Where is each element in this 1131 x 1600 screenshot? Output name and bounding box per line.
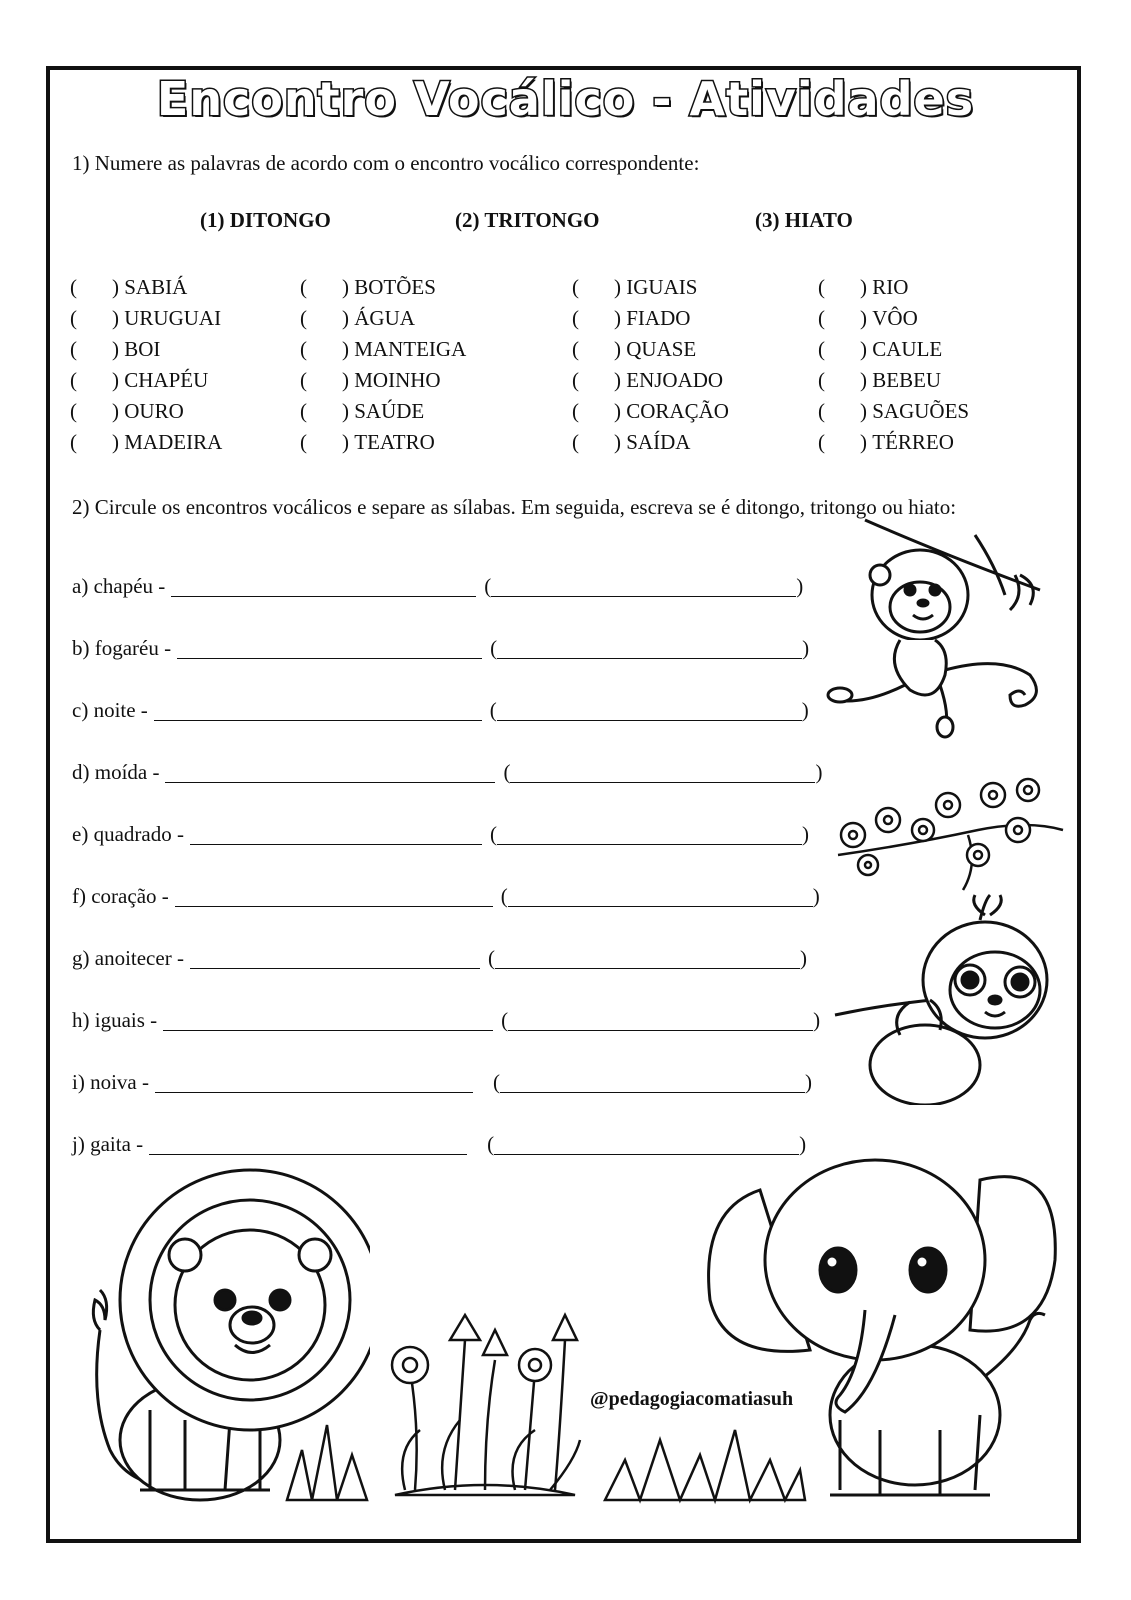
syllable-answer-line[interactable]: [190, 946, 480, 969]
word-item[interactable]: ( ) OURO: [70, 399, 184, 423]
question-2-prompt: 2) Circule os encontros vocálicos e separe as sílabas. Em seguida, escreva se é ditongo, tritongo ou hiato:: [72, 495, 957, 519]
monkey-icon: [825, 515, 1050, 740]
word-item[interactable]: ( ) URUGUAI: [70, 306, 222, 330]
exercise-item: a) chapéu - ( ): [72, 574, 804, 598]
legend-ditongo: (1) DITONGO: [200, 208, 331, 232]
syllable-answer-line[interactable]: [154, 698, 482, 721]
syllable-answer-line[interactable]: [190, 822, 482, 845]
word-item[interactable]: ( ) SAÍDA: [572, 430, 691, 454]
legend-hiato: (3) HIATO: [755, 208, 853, 232]
word-item[interactable]: ( ) FIADO: [572, 306, 691, 330]
flower-branch-icon: [828, 775, 1066, 895]
word-item[interactable]: ( ) BOI: [70, 337, 161, 361]
word-column-2: [300, 272, 466, 458]
word-item[interactable]: ( ) SAÚDE: [300, 399, 425, 423]
type-answer-line[interactable]: [495, 946, 800, 969]
word-item[interactable]: ( ) CHAPÉU: [70, 368, 209, 392]
syllable-answer-line[interactable]: [165, 760, 495, 783]
type-answer-line[interactable]: [497, 822, 802, 845]
word-item[interactable]: ( ) ÁGUA: [300, 306, 415, 330]
word-item[interactable]: ( ) TEATRO: [300, 430, 435, 454]
word-item[interactable]: ( ) BEBEU: [818, 368, 942, 392]
syllable-answer-line[interactable]: [171, 574, 476, 597]
syllable-answer-line[interactable]: [177, 636, 482, 659]
word-item[interactable]: ( ) VÔO: [818, 306, 918, 330]
syllable-answer-line[interactable]: [155, 1070, 473, 1093]
word-column-4: [818, 272, 969, 458]
syllable-answer-line[interactable]: [163, 1008, 493, 1031]
word-item[interactable]: ( ) CAULE: [818, 337, 943, 361]
question-1-prompt: 1) Numere as palavras de acordo com o encontro vocálico correspondente:: [72, 151, 700, 175]
syllable-answer-line[interactable]: [149, 1132, 467, 1155]
exercise-item: h) iguais - ( ): [72, 1008, 821, 1032]
word-item[interactable]: ( ) MANTEIGA: [300, 337, 467, 361]
type-answer-line[interactable]: [497, 698, 802, 721]
syllable-answer-line[interactable]: [175, 884, 493, 907]
type-answer-line[interactable]: [500, 1070, 805, 1093]
word-column-1: [70, 272, 222, 458]
legend-tritongo: (2) TRITONGO: [455, 208, 600, 232]
type-answer-line[interactable]: [510, 760, 815, 783]
exercise-item: j) gaita - ( ): [72, 1132, 807, 1156]
page-title: Encontro Vocálico - Atividades: [156, 72, 975, 126]
word-column-3: [572, 272, 729, 458]
flowers-icon: [375, 1310, 595, 1505]
exercise-item: i) noiva - ( ): [72, 1070, 812, 1094]
exercise-item: g) anoitecer - ( ): [72, 946, 807, 970]
exercise-item: e) quadrado - ( ): [72, 822, 809, 846]
exercise-item: f) coração - ( ): [72, 884, 820, 908]
type-answer-line[interactable]: [508, 884, 813, 907]
type-answer-line[interactable]: [508, 1008, 813, 1031]
word-item[interactable]: ( ) SAGUÕES: [818, 399, 970, 423]
word-item[interactable]: ( ) CORAÇÃO: [572, 399, 729, 423]
word-item[interactable]: ( ) SABIÁ: [70, 275, 188, 299]
sloth-icon: [830, 890, 1060, 1105]
word-item[interactable]: ( ) MADEIRA: [70, 430, 223, 454]
exercise-item: b) fogaréu - ( ): [72, 636, 810, 660]
word-item[interactable]: ( ) TÉRREO: [818, 430, 954, 454]
credit-handle: @pedagogiacomatiasuh: [590, 1388, 794, 1410]
grass-icon: [282, 1410, 372, 1505]
word-item[interactable]: ( ) IGUAIS: [572, 275, 698, 299]
question-2-items: [72, 574, 822, 1194]
word-item[interactable]: ( ) ENJOADO: [572, 368, 724, 392]
word-item[interactable]: ( ) RIO: [818, 275, 909, 299]
word-item[interactable]: ( ) QUASE: [572, 337, 697, 361]
type-answer-line[interactable]: [497, 636, 802, 659]
exercise-item: d) moída - ( ): [72, 760, 823, 784]
elephant-icon: [700, 1150, 1060, 1510]
word-item[interactable]: ( ) BOTÕES: [300, 275, 436, 299]
type-answer-line[interactable]: [491, 574, 796, 597]
word-item[interactable]: ( ) MOINHO: [300, 368, 441, 392]
exercise-item: c) noite - ( ): [72, 698, 809, 722]
